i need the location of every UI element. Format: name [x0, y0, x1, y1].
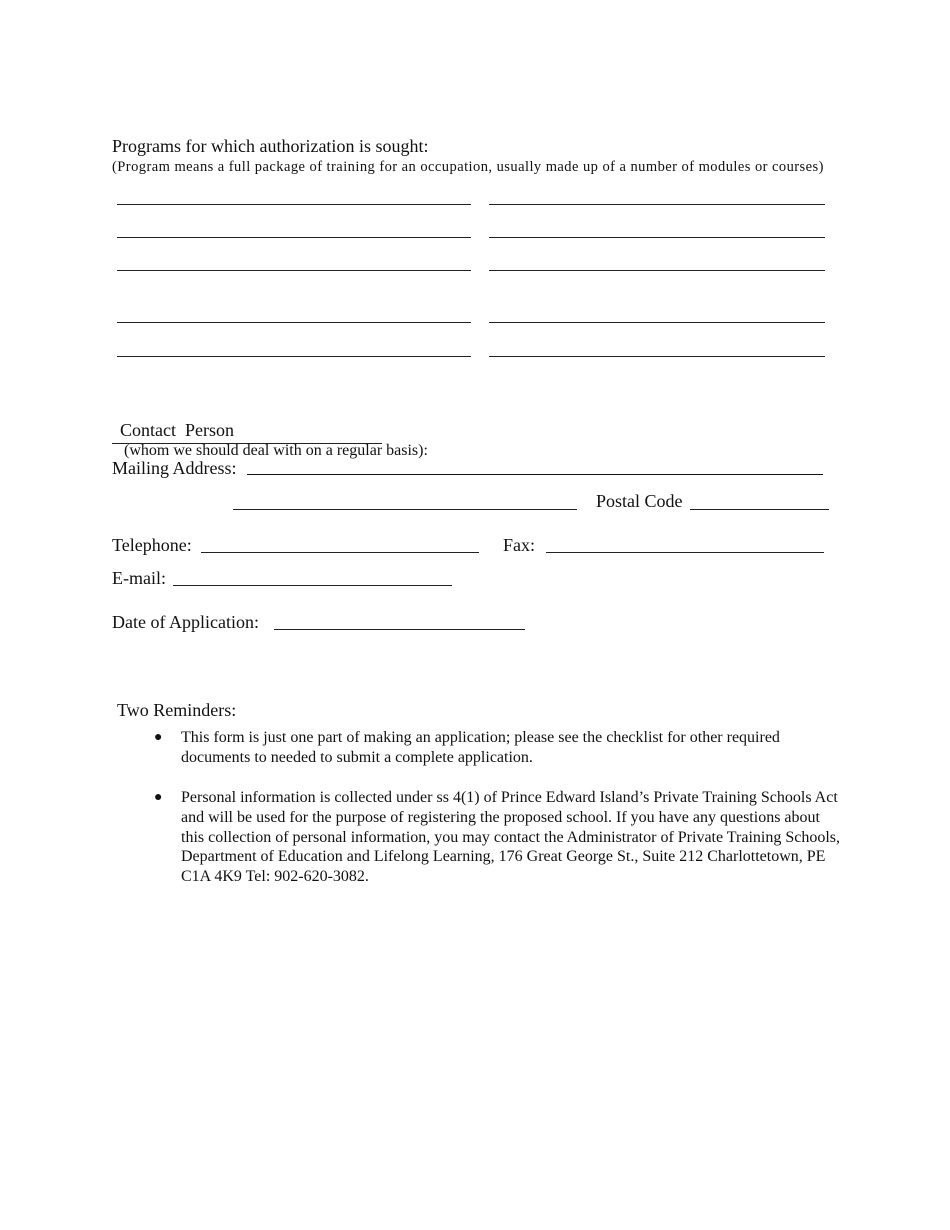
program-line-right-5[interactable] [489, 356, 825, 357]
reminder-item-1: This form is just one part of making an application; please see the checklist for other required documents to needed to submit a complete application. [181, 729, 780, 766]
date-of-application-field[interactable] [274, 629, 525, 630]
telephone-label: Telephone: [112, 535, 192, 555]
mailing-address-label: Mailing Address: [112, 458, 237, 478]
mailing-address-field-2[interactable] [233, 509, 577, 510]
program-line-right-2[interactable] [489, 237, 825, 238]
programs-heading: Programs for which authorization is sought: [112, 136, 429, 156]
reminders-heading: Two Reminders: [117, 700, 237, 720]
contact-person-label: Contact Person [120, 420, 234, 440]
telephone-field[interactable] [201, 552, 479, 553]
program-line-left-5[interactable] [117, 356, 471, 357]
email-field[interactable] [173, 585, 452, 586]
program-line-left-3[interactable] [117, 270, 471, 271]
program-line-left-4[interactable] [117, 322, 471, 323]
email-label: E-mail: [112, 568, 166, 588]
fax-field[interactable] [546, 552, 824, 553]
program-line-right-3[interactable] [489, 270, 825, 271]
fax-label: Fax: [503, 535, 536, 555]
postal-code-field[interactable] [690, 509, 829, 510]
program-line-right-1[interactable] [489, 204, 825, 205]
date-of-application-label: Date of Application: [112, 612, 259, 632]
contact-person-field[interactable] [112, 443, 382, 444]
bullet-icon: ● [154, 790, 163, 805]
postal-code-label: Postal Code [596, 491, 683, 511]
programs-note: (Program means a full package of training for an occupation, usually made up of a number of modules or courses) [112, 159, 824, 175]
program-line-right-4[interactable] [489, 322, 825, 323]
program-line-left-2[interactable] [117, 237, 471, 238]
bullet-icon: ● [154, 730, 163, 745]
contact-person-note: (whom we should deal with on a regular basis): [124, 442, 428, 459]
program-line-left-1[interactable] [117, 204, 471, 205]
reminder-item-2: Personal information is collected under ss 4(1) of Prince Edward Island’s Private Training Schools Act and will be used for the purpose of registering the proposed school. If you have any questions about this collection of personal information, you may contact the Administrator of Private Training Schools, Department of Education and Lifelong Learning, 176 Great George St., Suite 212 Charlottetown, PE C1A 4K9 Tel: 902-620-3082. [181, 789, 841, 886]
contact-person-row [112, 402, 428, 461]
mailing-address-field[interactable] [247, 474, 823, 475]
